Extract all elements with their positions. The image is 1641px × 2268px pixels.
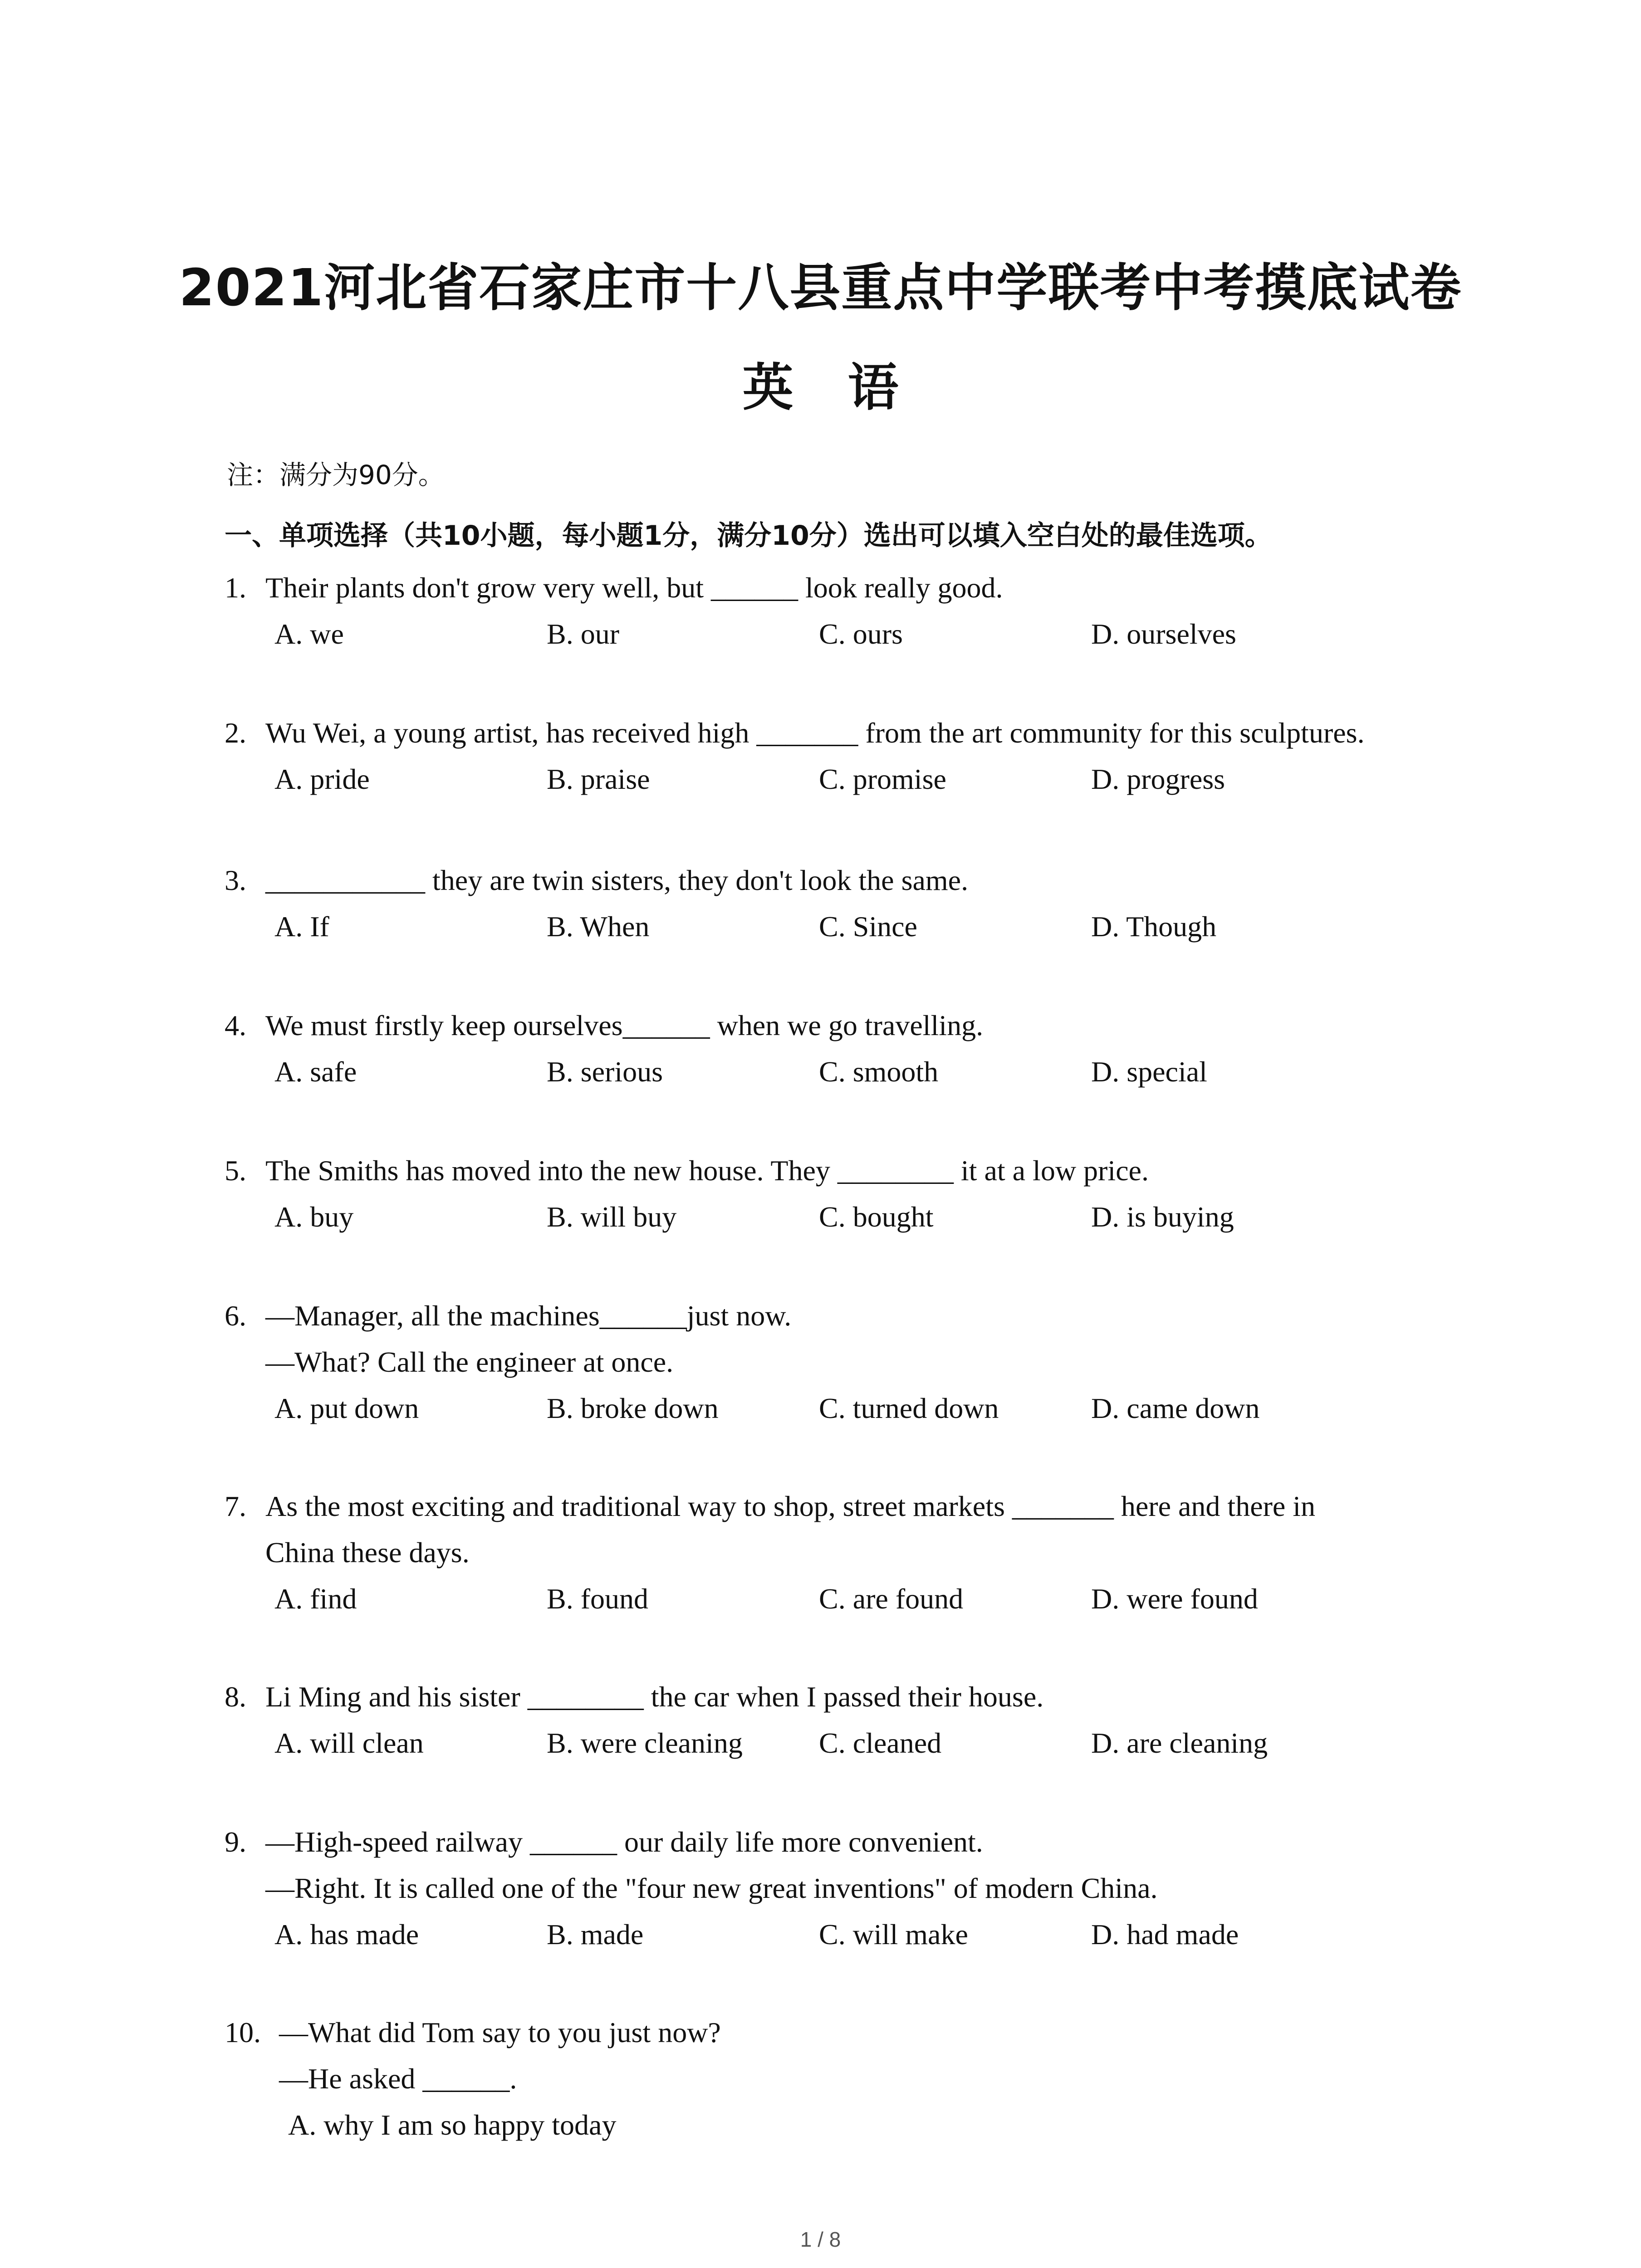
option-c: C. are found — [819, 1583, 964, 1615]
question-number: 4. — [225, 1009, 246, 1041]
option-c: C. turned down — [819, 1392, 999, 1424]
score-note: 注：满分为90分。 — [227, 459, 445, 490]
option-a: A. put down — [274, 1392, 419, 1424]
option-d: D. were found — [1091, 1583, 1258, 1615]
question-stem: Li Ming and his sister ________ the car when I passed their house. — [265, 1681, 1044, 1713]
subject-char-2: 语 — [847, 358, 899, 417]
question-number: 5. — [225, 1154, 246, 1187]
option-b: B. When — [547, 910, 650, 943]
question-stem: —What did Tom say to you just now? — [279, 2016, 721, 2048]
question-stem: We must firstly keep ourselves______ when we go travelling. — [265, 1009, 984, 1041]
option-c: C. ours — [819, 618, 903, 650]
question-2 — [225, 710, 1450, 802]
option-b: B. found — [547, 1583, 648, 1615]
option-d: D. had made — [1091, 1918, 1239, 1950]
option-d: D. progress — [1091, 763, 1225, 795]
subject-title — [0, 347, 1641, 420]
exam-title: 2021河北省石家庄市十八县重点中学联考中考摸底试卷 — [179, 259, 1462, 318]
option-c: C. promise — [819, 763, 946, 795]
option-b: B. made — [547, 1918, 644, 1950]
question-stem-line-2: —What? Call the engineer at once. — [265, 1346, 674, 1378]
option-d: D. is buying — [1091, 1201, 1234, 1233]
option-c: C. Since — [819, 910, 917, 943]
option-a: A. we — [274, 618, 344, 650]
option-d: D. came down — [1091, 1392, 1260, 1424]
question-stem: —High-speed railway ______ our daily life more convenient. — [265, 1826, 983, 1858]
option-a: A. pride — [274, 763, 370, 795]
question-stem: As the most exciting and traditional way to shop, street markets _______ here and there in — [265, 1490, 1316, 1522]
option-b: B. serious — [547, 1056, 663, 1088]
question-stem-line-2: —Right. It is called one of the "four new great inventions" of modern China. — [265, 1872, 1158, 1904]
question-8 — [225, 1674, 1450, 1766]
option-c: C. cleaned — [819, 1727, 942, 1759]
section-heading: 一、单项选择（共10小题，每小题1分，满分10分）选出可以填入空白处的最佳选项。 — [225, 520, 1272, 552]
question-4 — [225, 1002, 1450, 1095]
option-a: A. has made — [274, 1918, 419, 1950]
option-d: D. ourselves — [1091, 618, 1236, 650]
question-stem-line-2: China these days. — [265, 1536, 470, 1569]
subject-char-1: 英 — [742, 358, 794, 417]
question-10 — [225, 2009, 1450, 2148]
question-9 — [225, 1819, 1450, 1958]
option-a: A. will clean — [274, 1727, 424, 1759]
question-number: 6. — [225, 1300, 246, 1332]
page-number: 1 / 8 — [800, 2228, 841, 2251]
question-number: 10. — [225, 2016, 261, 2048]
question-number: 8. — [225, 1681, 246, 1713]
question-stem: The Smiths has moved into the new house. They ________ it at a low price. — [265, 1154, 1149, 1187]
question-stem: ___________ they are twin sisters, they don't look the same. — [265, 864, 969, 896]
question-stem: —Manager, all the machines______just now. — [265, 1300, 792, 1332]
option-d: D. special — [1091, 1056, 1207, 1088]
question-number: 3. — [225, 864, 246, 896]
question-number: 2. — [225, 717, 246, 749]
question-5 — [225, 1148, 1450, 1240]
question-number: 9. — [225, 1826, 246, 1858]
option-a: A. buy — [274, 1201, 354, 1233]
question-stem: Their plants don't grow very well, but ______ look really good. — [265, 572, 1003, 604]
question-number: 1. — [225, 572, 246, 604]
option-a: A. safe — [274, 1056, 357, 1088]
question-3 — [225, 857, 1450, 950]
option-b: B. our — [547, 618, 619, 650]
question-stem-line-2: —He asked ______. — [279, 2063, 517, 2095]
option-a: A. why I am so happy today — [288, 2109, 617, 2141]
option-d: D. are cleaning — [1091, 1727, 1268, 1759]
option-b: B. will buy — [547, 1201, 677, 1233]
option-b: B. broke down — [547, 1392, 719, 1424]
option-c: C. smooth — [819, 1056, 939, 1088]
question-7 — [225, 1483, 1450, 1622]
question-6 — [225, 1293, 1450, 1432]
option-a: A. find — [274, 1583, 357, 1615]
question-number: 7. — [225, 1490, 246, 1522]
option-b: B. praise — [547, 763, 650, 795]
option-b: B. were cleaning — [547, 1727, 743, 1759]
question-stem: Wu Wei, a young artist, has received high _______ from the art community for this sculptures. — [265, 717, 1365, 749]
question-1 — [225, 565, 1450, 657]
option-a: A. If — [274, 910, 329, 943]
option-c: C. will make — [819, 1918, 968, 1950]
option-d: D. Though — [1091, 910, 1217, 943]
option-c: C. bought — [819, 1201, 934, 1233]
